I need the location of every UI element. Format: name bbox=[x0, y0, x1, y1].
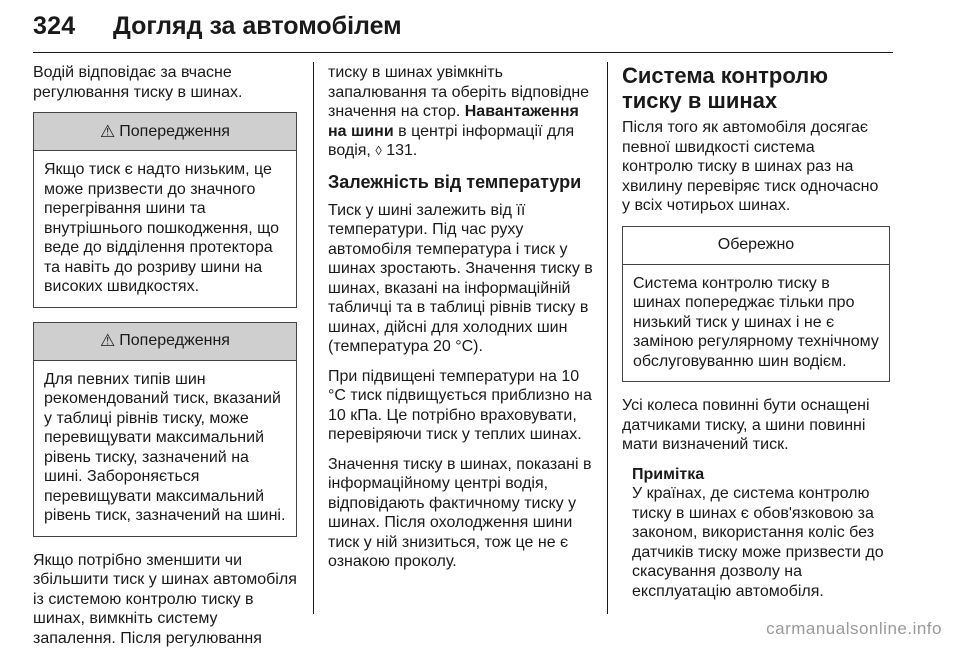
warning-text: Для певних типів шин рекомендований тиск, вказаний у таблиці рівнів тиску, може перевищувати максимальний рівень тиску, зазначений на шині. Забороняється перевищувати максимальний рівень тиск, зазначений на шині. bbox=[44, 370, 286, 524]
paragraph: Тиск у шині залежить від її температури. Під час руху автомобіля температура і тиск у шинах зростають. Значення тиску в шинах, вказані на інформаційній табличці та в таблиці рівнів тиску в шинах, дійсні для холодних шин (температура 20 °C). bbox=[328, 201, 593, 355]
paragraph: Після того як автомобіля досягає певної швидкості система контролю тиску в шинах раз на хвилину перевіряє тиск одночасно у всіх чотирьох шинах. bbox=[622, 119, 879, 214]
warning-box-2 bbox=[33, 322, 297, 537]
watermark: carmanualsonline.info bbox=[766, 619, 942, 638]
column-divider-2 bbox=[607, 62, 608, 614]
header-rule bbox=[33, 52, 893, 53]
paragraph: Усі колеса повинні бути оснащені датчиками тиску, а шини повинні мати визначений тиск. bbox=[622, 397, 870, 453]
warning-box-header bbox=[34, 113, 296, 151]
note-block bbox=[622, 465, 890, 602]
column-3 bbox=[622, 63, 890, 611]
page-header bbox=[33, 12, 893, 52]
page-number: 324 bbox=[33, 12, 76, 40]
column-1 bbox=[33, 63, 297, 658]
note-text: У країнах, де система контролю тиску в шинах є обов'язковою за законом, використання коліс без датчиків тиску може призвести до скасування дозволу на експлуатацію автомобіля. bbox=[632, 485, 884, 600]
section-title: Система контролю тиску в шинах bbox=[622, 63, 829, 113]
adjust-paragraph: Якщо потрібно зменшити чи збільшити тиск у шинах автомобіля із системою контролю тиску в шинах, вимкніть систему запалення. Після регулювання bbox=[33, 551, 297, 647]
bold-term: Навантаження на шини bbox=[328, 103, 579, 140]
section-heading: Залежність від температури bbox=[328, 171, 582, 192]
caution-box-header: Обережно bbox=[623, 227, 889, 265]
caution-text: Система контролю тиску в шинах попереджає тільки про низький тиск у шинах і не є заміною регулярному технічному обслуговуванню шин водієм. bbox=[633, 274, 879, 370]
warning-text: Якщо тиск є надто низьким, це може призвести до значного перегрівання шини та внутрішнього пошкодження, що веде до відділення протектора та навіть до розриву шини на високих швидкостях. bbox=[44, 161, 280, 295]
chapter-title: Догляд за автомобілем bbox=[113, 12, 402, 40]
warning-box-1 bbox=[33, 112, 297, 308]
page-reference-arrow-icon: ◊ bbox=[375, 143, 382, 158]
paragraph: При підвищені температури на 10 °C тиск підвищується приблизно на 10 кПа. Це потрібно враховувати, перевіряючи тиск у теплих шинах. bbox=[328, 367, 592, 443]
column-2 bbox=[328, 63, 594, 582]
note-title: Примітка bbox=[632, 465, 705, 483]
warning-title: Попередження bbox=[119, 332, 230, 350]
column-divider-1 bbox=[313, 62, 314, 614]
warning-title: Попередження bbox=[119, 122, 230, 140]
continuation-paragraph bbox=[328, 63, 594, 161]
warning-triangle-icon: ⚠ bbox=[100, 331, 116, 351]
page-reference[interactable]: 131. bbox=[381, 142, 418, 159]
text-run: тиску в шинах увімкніть запалювання та оберіть відповідне значення на стор. bbox=[328, 64, 590, 120]
intro-paragraph: Водій відповідає за вчасне регулювання тиску в шинах. bbox=[33, 64, 243, 101]
paragraph: Значення тиску в шинах, показані в інформаційному центрі водія, відповідають фактичному тиску у шинах. Після охолодження шини тиск у ній знизиться, тож це не є ознакою проколу. bbox=[328, 455, 592, 570]
warning-box-header bbox=[34, 323, 296, 361]
warning-triangle-icon: ⚠ bbox=[100, 121, 116, 141]
caution-box bbox=[622, 226, 890, 383]
text-run: в центрі інформації для водія, bbox=[328, 122, 575, 159]
